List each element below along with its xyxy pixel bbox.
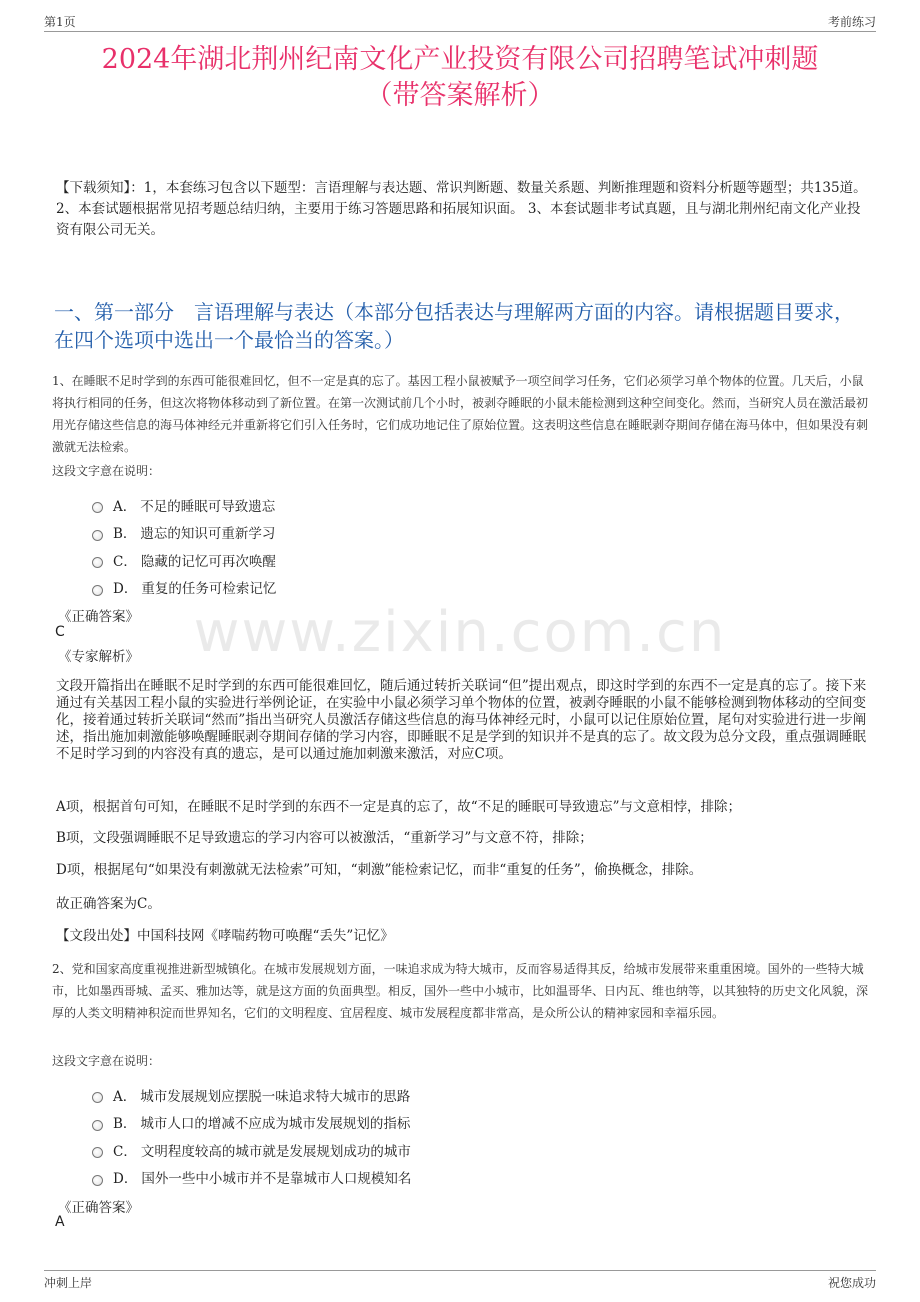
radio-icon[interactable] <box>92 1092 103 1103</box>
analysis-option-a: A项，根据首句可知，在睡眠不足时学到的东西不一定是真的忘了，故“不足的睡眠可导致遗忘”与文意相悖，排除； <box>56 799 742 815</box>
radio-icon[interactable] <box>92 1175 103 1186</box>
option-a[interactable]: A． 不足的睡眠可导致遗忘 <box>92 491 276 519</box>
page-footer <box>0 1270 920 1302</box>
page-header <box>0 0 920 32</box>
answer-label: 《正确答案》 <box>58 1200 139 1216</box>
option-c[interactable]: C． 隐藏的记忆可再次唤醒 <box>92 546 276 574</box>
option-d[interactable]: D． 重复的任务可检索记忆 <box>92 574 276 602</box>
question-2-prompt: 这段文字意在说明： <box>52 1054 161 1068</box>
text-source: 【文段出处】中国科技网《哮喘药物可唤醒“丢失”记忆》 <box>56 928 394 944</box>
option-d[interactable]: D． 国外一些中小城市并不是靠城市人口规模知名 <box>92 1164 411 1192</box>
option-b[interactable]: B． 城市人口的增减不应成为城市发展规划的指标 <box>92 1109 411 1137</box>
section-heading: 一、第一部分 言语理解与表达（本部分包括表达与理解两方面的内容。请根据题目要求，在四个选项中选出一个最恰当的答案。） <box>54 300 854 352</box>
download-notice: 【下载须知】：1，本套练习包含以下题型：言语理解与表达题、常识判断题、数量关系题、判断推理题和资料分析题等题型；共135道。 2、本套试题根据常见招考题总结归纳，主要用于练习答题思路和拓展知识面。 3、本套试题非考试真题，且与湖北荆州纪南文化产业投资有限公司无关。 <box>56 180 867 238</box>
page-number: 第1页 <box>44 15 76 29</box>
radio-icon[interactable] <box>92 530 103 541</box>
option-c[interactable]: C． 文明程度较高的城市就是发展规划成功的城市 <box>92 1136 411 1164</box>
radio-icon[interactable] <box>92 502 103 513</box>
title-line-2: （带答案解析） <box>365 80 555 111</box>
answer-label: 《正确答案》 <box>58 609 139 625</box>
footer-divider <box>44 1270 876 1271</box>
analysis-option-b: B项，文段强调睡眠不足导致遗忘的学习内容可以被激活，“重新学习”与文意不符，排除； <box>56 830 593 846</box>
question-1-options <box>92 491 276 601</box>
footer-right: 祝您成功 <box>827 1276 876 1290</box>
document-title <box>40 42 880 114</box>
question-2-text: 2、党和国家高度重视推进新型城镇化。在城市发展规划方面，一味追求成为特大城市，反而容易适得其反，给城市发展带来重重困境。国外的一些特大城市，比如墨西哥城、孟买、雅加达等，就是这方面的负面典型。相反，国外一些中小城市，比如温哥华、日内瓦、维也纳等，以其独特的历史文化风貌，深厚的人类文明精神积淀而世界知名，它们的文明程度、宜居程度、城市发展程度都非常高，是众所公认的精神家园和幸福乐园。 <box>52 962 869 1020</box>
answer-value: A <box>55 1214 65 1230</box>
radio-icon[interactable] <box>92 557 103 568</box>
question-1-prompt: 这段文字意在说明： <box>52 464 161 478</box>
analysis-option-d: D项，根据尾句“如果没有刺激就无法检索”可知，“刺激”能检索记忆，而非“重复的任务”，偷换概念，排除。 <box>56 862 703 878</box>
watermark: www.zixin.com.cn <box>193 600 727 665</box>
analysis-text: 文段开篇指出在睡眠不足时学到的东西可能很难回忆，随后通过转折关联词“但”提出观点，即这时学到的东西不一定是真的忘了。接下来通过有关基因工程小鼠的实验进行举例论证，在实验中小鼠必须学习单个物体的位置，被剥夺睡眠的小鼠不能够检测到物体移动的空间变化，接着通过转折关联词“然而”指出当研究人员激活存储这些信息的海马体神经元时，小鼠可以记住原始位置，尾句对实验进行进一步阐述，指出施加刺激能够唤醒睡眠剥夺期间存储的学习内容，即睡眠不足是学到的知识并不是真的忘了。故文段为总分文段，重点强调睡眠不足时学习到的内容没有真的遗忘，是可以通过施加刺激来激活，对应C项。 <box>56 678 867 762</box>
option-b[interactable]: B． 遗忘的知识可重新学习 <box>92 519 276 547</box>
header-note: 考前练习 <box>827 15 876 29</box>
radio-icon[interactable] <box>92 1120 103 1131</box>
analysis-conclusion: 故正确答案为C。 <box>56 896 161 912</box>
analysis-label: 《专家解析》 <box>58 649 139 665</box>
radio-icon[interactable] <box>92 585 103 596</box>
question-1-text: 1、在睡眠不足时学到的东西可能很难回忆，但不一定是真的忘了。基因工程小鼠被赋予一项空间学习任务，它们必须学习单个物体的位置。几天后，小鼠将执行相同的任务，但这次将物体移动到了新位置。在第一次测试前几个小时，被剥夺睡眠的小鼠未能检测到这种空间变化。然而，当研究人员在激活最初用光存储这些信息的海马体神经元并重新将它们引入任务时，它们成功地记住了原始位置。这表明这些信息在睡眠剥夺期间存储在海马体中，但如果没有刺激就无法检索。 <box>52 374 869 454</box>
footer-left: 冲刺上岸 <box>44 1276 93 1290</box>
answer-value: C <box>55 624 65 640</box>
option-a[interactable]: A． 城市发展规划应摆脱一味追求特大城市的思路 <box>92 1081 411 1109</box>
radio-icon[interactable] <box>92 1147 103 1158</box>
question-2-options <box>92 1081 411 1191</box>
title-line-1: 2024年湖北荆州纪南文化产业投资有限公司招聘笔试冲刺题 <box>101 44 819 75</box>
header-divider <box>44 31 876 32</box>
